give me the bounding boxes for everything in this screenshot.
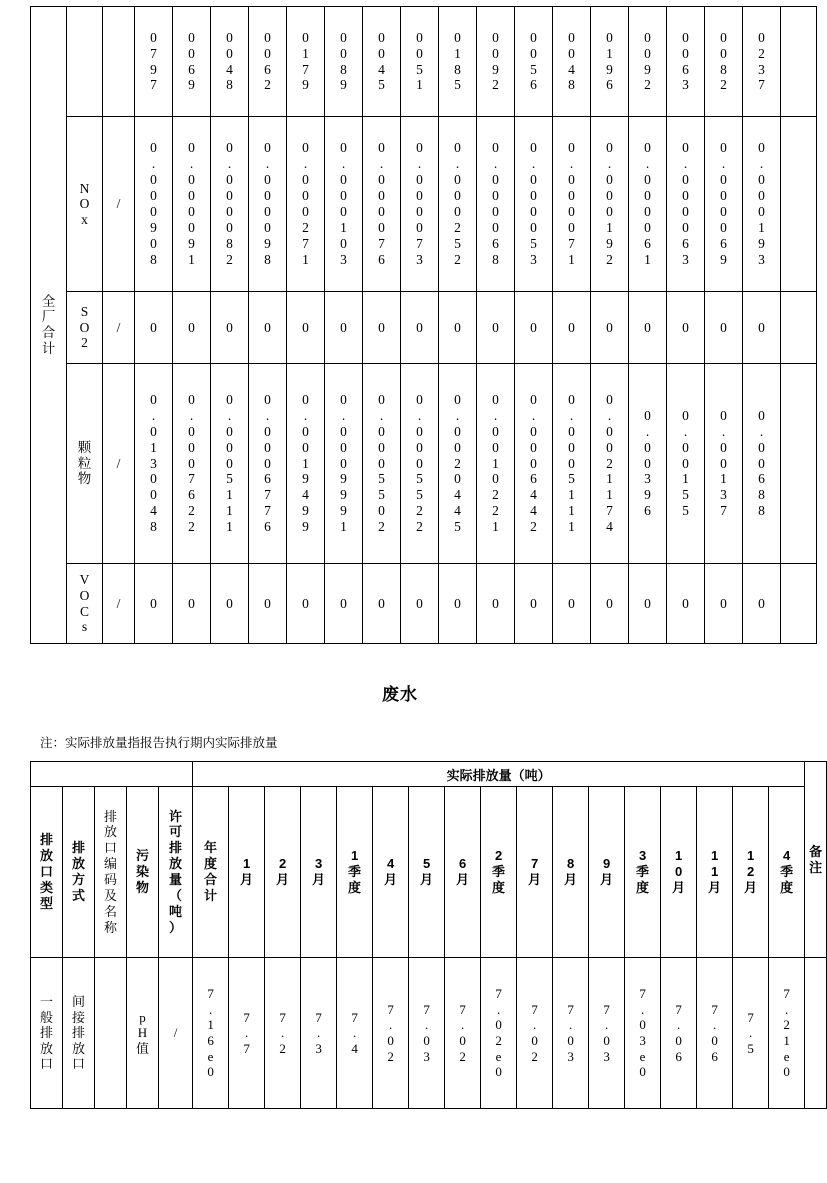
emission-value-cell: 7 . 0 3 <box>409 958 445 1109</box>
emission-value-cell: 0 . 0 0 6 8 8 <box>743 364 781 564</box>
emission-value-cell: 0 <box>553 564 591 644</box>
pollutant-cell: p H 值 <box>127 958 159 1109</box>
permit-amount-cell: / <box>159 958 193 1109</box>
wastewater-table-body <box>31 958 827 1109</box>
remark-cell <box>781 292 817 364</box>
emission-value-cell: 0 . 0 0 1 9 4 9 9 <box>287 364 325 564</box>
emission-value-cell: 0 <box>401 292 439 364</box>
remark-cell <box>781 364 817 564</box>
header-period-8: 6 月 <box>445 787 481 958</box>
emission-value-cell: 0 <box>743 292 781 364</box>
emission-value-cell: 0 <box>363 564 401 644</box>
emission-value-cell: 0 . 0 0 0 5 5 2 2 <box>401 364 439 564</box>
emission-value-cell: 0 . 0 0 1 0 2 2 1 <box>477 364 515 564</box>
emission-value-cell: 0 0 8 2 <box>705 7 743 117</box>
emission-value-cell: 0 <box>667 292 705 364</box>
table-row <box>31 958 827 1109</box>
emission-value-cell: 0 <box>135 564 173 644</box>
pollutant-name-cell: 颗 粒 物 <box>67 364 103 564</box>
emission-value-cell: 0 <box>705 292 743 364</box>
emission-value-cell: 7 . 7 <box>229 958 265 1109</box>
emission-value-cell: 0 <box>629 292 667 364</box>
emission-value-cell: 0 <box>211 564 249 644</box>
emission-value-cell: 0 . 0 0 0 9 0 8 <box>135 117 173 292</box>
remark-cell <box>781 564 817 644</box>
header-pollutant: 污 染 物 <box>127 787 159 958</box>
header-period-11: 8 月 <box>553 787 589 958</box>
emission-value-cell: 0 0 5 1 <box>401 7 439 117</box>
emission-value-cell: 0 <box>591 564 629 644</box>
emission-value-cell: 0 . 0 0 0 9 9 9 1 <box>325 364 363 564</box>
emission-value-cell: 0 <box>325 292 363 364</box>
emission-value-cell: 0 0 6 9 <box>173 7 211 117</box>
outlet-code-name-cell <box>95 958 127 1109</box>
permit-amount-cell: / <box>103 292 135 364</box>
emission-value-cell: 7 . 0 6 <box>697 958 733 1109</box>
emission-value-cell: 0 <box>173 292 211 364</box>
emission-value-cell: 0 <box>439 292 477 364</box>
emission-value-cell: 0 . 0 0 0 1 9 2 <box>591 117 629 292</box>
emission-value-cell: 0 1 9 6 <box>591 7 629 117</box>
emission-value-cell: 0 0 9 2 <box>629 7 667 117</box>
emission-value-cell: 0 <box>439 564 477 644</box>
header-permit-amount: 许 可 排 放 量 （ 吨 ） <box>159 787 193 958</box>
permit-amount-cell: / <box>103 564 135 644</box>
emission-value-cell: 0 . 0 0 0 2 5 2 <box>439 117 477 292</box>
header-remark: 备 注 <box>805 762 827 958</box>
emission-value-cell: 0 <box>515 564 553 644</box>
emission-value-cell: 7 . 1 6 e 0 <box>193 958 229 1109</box>
emission-value-cell: 0 . 0 0 0 0 5 3 <box>515 117 553 292</box>
emission-value-cell: 0 . 0 0 0 5 5 0 2 <box>363 364 401 564</box>
emission-value-cell: 0 . 0 0 0 1 0 3 <box>325 117 363 292</box>
emission-value-cell: 0 <box>477 292 515 364</box>
emission-value-cell: 0 . 0 0 0 5 1 1 1 <box>553 364 591 564</box>
pollutant-name-cell <box>67 7 103 117</box>
emission-value-cell: 0 <box>401 564 439 644</box>
emission-value-cell: 0 1 8 5 <box>439 7 477 117</box>
emission-value-cell: 0 . 0 0 3 9 6 <box>629 364 667 564</box>
emission-value-cell: 0 . 0 0 0 6 4 4 2 <box>515 364 553 564</box>
header-period-14: 1 0 月 <box>661 787 697 958</box>
remark-cell <box>805 958 827 1109</box>
emission-value-cell: 0 0 8 9 <box>325 7 363 117</box>
emission-value-cell: 0 . 0 0 0 5 1 1 1 <box>211 364 249 564</box>
emission-value-cell: 7 . 0 3 <box>589 958 625 1109</box>
header-period-5: 1 季 度 <box>337 787 373 958</box>
emission-value-cell: 0 <box>287 564 325 644</box>
emission-value-cell: 7 . 5 <box>733 958 769 1109</box>
table-row <box>31 7 817 117</box>
emission-value-cell: 0 0 4 5 <box>363 7 401 117</box>
header-period-15: 1 1 月 <box>697 787 733 958</box>
emission-value-cell: 0 . 0 1 3 0 0 4 8 <box>135 364 173 564</box>
emission-value-cell: 7 . 0 2 <box>373 958 409 1109</box>
header-period-7: 5 月 <box>409 787 445 958</box>
emission-value-cell: 7 . 2 1 e 0 <box>769 958 805 1109</box>
emission-value-cell: 0 . 0 0 0 7 6 2 2 <box>173 364 211 564</box>
discharge-method-cell: 间 接 排 放 口 <box>63 958 95 1109</box>
header-period-3: 2 月 <box>265 787 301 958</box>
row-group-label-total-plant: 全 厂 合 计 <box>31 7 67 644</box>
emission-value-cell: 0 <box>249 564 287 644</box>
emission-value-cell: 0 . 0 0 0 0 7 1 <box>553 117 591 292</box>
emission-value-cell: 0 0 6 3 <box>667 7 705 117</box>
remark-cell <box>781 117 817 292</box>
header-actual-emission-span: 实际排放量（吨） <box>193 762 805 787</box>
emission-value-cell: 0 . 0 0 2 1 1 7 4 <box>591 364 629 564</box>
emission-value-cell: 7 . 0 3 e 0 <box>625 958 661 1109</box>
permit-amount-cell: / <box>103 117 135 292</box>
header-discharge-method: 排 放 方 式 <box>63 787 95 958</box>
emission-value-cell: 0 0 5 6 <box>515 7 553 117</box>
emission-value-cell: 7 . 2 <box>265 958 301 1109</box>
emission-value-cell: 0 <box>705 564 743 644</box>
table-row <box>31 292 817 364</box>
emission-value-cell: 0 . 0 0 0 0 7 6 <box>363 117 401 292</box>
table-header-row-main <box>31 787 827 958</box>
emission-value-cell: 0 <box>173 564 211 644</box>
emission-value-cell: 0 0 9 2 <box>477 7 515 117</box>
emission-value-cell: 0 <box>477 564 515 644</box>
emission-value-cell: 0 0 4 8 <box>211 7 249 117</box>
emission-value-cell: 0 <box>363 292 401 364</box>
emission-value-cell: 0 <box>743 564 781 644</box>
table-note: 注：实际排放量指报告执行期内实际排放量 <box>40 736 278 750</box>
emission-value-cell: 0 7 9 7 <box>135 7 173 117</box>
permit-amount-cell: / <box>103 364 135 564</box>
emission-value-cell: 7 . 0 6 <box>661 958 697 1109</box>
emission-value-cell: 0 . 0 0 0 0 7 3 <box>401 117 439 292</box>
emission-value-cell: 0 . 0 0 0 0 8 2 <box>211 117 249 292</box>
header-outlet-type: 排 放 口 类 型 <box>31 787 63 958</box>
emission-value-cell: 7 . 4 <box>337 958 373 1109</box>
emission-value-cell: 0 0 4 8 <box>553 7 591 117</box>
outlet-type-cell: 一 般 排 放 口 <box>31 958 63 1109</box>
emission-value-cell: 0 <box>249 292 287 364</box>
emission-value-cell: 0 <box>211 292 249 364</box>
header-period-2: 1 月 <box>229 787 265 958</box>
table-row <box>31 117 817 292</box>
table-row <box>31 564 817 644</box>
emission-value-cell: 0 . 0 0 0 0 6 8 <box>477 117 515 292</box>
document-page <box>0 6 823 1183</box>
emission-value-cell: 0 <box>629 564 667 644</box>
emission-value-cell: 0 <box>325 564 363 644</box>
table-row <box>31 364 817 564</box>
emission-value-cell: 0 . 0 0 1 3 7 <box>705 364 743 564</box>
emission-value-cell: 0 0 6 2 <box>249 7 287 117</box>
pollutant-name-cell: S O 2 <box>67 292 103 364</box>
emission-value-cell: 7 . 0 2 e 0 <box>481 958 517 1109</box>
wastewater-table <box>30 761 827 1109</box>
pollutant-name-cell: V O C s <box>67 564 103 644</box>
emission-value-cell: 0 . 0 0 0 2 7 1 <box>287 117 325 292</box>
air-table-body <box>31 7 817 644</box>
emission-value-cell: 7 . 0 3 <box>553 958 589 1109</box>
emission-value-cell: 7 . 0 2 <box>517 958 553 1109</box>
remark-cell <box>781 7 817 117</box>
emission-value-cell: 0 <box>515 292 553 364</box>
emission-value-cell: 0 2 3 7 <box>743 7 781 117</box>
emission-value-cell: 0 . 0 0 2 0 4 4 5 <box>439 364 477 564</box>
emission-value-cell: 0 <box>135 292 173 364</box>
header-period-16: 1 2 月 <box>733 787 769 958</box>
emission-value-cell: 0 . 0 0 0 0 6 3 <box>667 117 705 292</box>
header-outlet-code-name: 排 放 口 编 码 及 名 称 <box>95 787 127 958</box>
header-period-9: 2 季 度 <box>481 787 517 958</box>
section-title-wastewater: 废水 <box>382 685 418 704</box>
pollutant-name-cell: N O x <box>67 117 103 292</box>
emission-value-cell: 0 <box>591 292 629 364</box>
air-emissions-table <box>30 6 817 644</box>
emission-value-cell: 0 . 0 0 1 5 5 <box>667 364 705 564</box>
header-spacer <box>31 762 193 787</box>
header-period-6: 4 月 <box>373 787 409 958</box>
emission-value-cell: 0 <box>553 292 591 364</box>
header-period-17: 4 季 度 <box>769 787 805 958</box>
header-period-13: 3 季 度 <box>625 787 661 958</box>
emission-value-cell: 0 . 0 0 0 0 9 8 <box>249 117 287 292</box>
table-header-row-top <box>31 762 827 787</box>
emission-value-cell: 7 . 0 2 <box>445 958 481 1109</box>
emission-value-cell: 0 <box>287 292 325 364</box>
emission-value-cell: 0 . 0 0 0 0 9 1 <box>173 117 211 292</box>
header-period-10: 7 月 <box>517 787 553 958</box>
emission-value-cell: 0 . 0 0 0 0 6 9 <box>705 117 743 292</box>
emission-value-cell: 0 . 0 0 0 6 7 7 6 <box>249 364 287 564</box>
header-period-1: 年 度 合 计 <box>193 787 229 958</box>
wastewater-table-head <box>31 762 827 958</box>
header-period-12: 9 月 <box>589 787 625 958</box>
emission-value-cell: 0 . 0 0 0 1 9 3 <box>743 117 781 292</box>
emission-value-cell: 0 1 7 9 <box>287 7 325 117</box>
header-period-4: 3 月 <box>301 787 337 958</box>
permit-amount-cell <box>103 7 135 117</box>
emission-value-cell: 0 <box>667 564 705 644</box>
emission-value-cell: 0 . 0 0 0 0 6 1 <box>629 117 667 292</box>
emission-value-cell: 7 . 3 <box>301 958 337 1109</box>
